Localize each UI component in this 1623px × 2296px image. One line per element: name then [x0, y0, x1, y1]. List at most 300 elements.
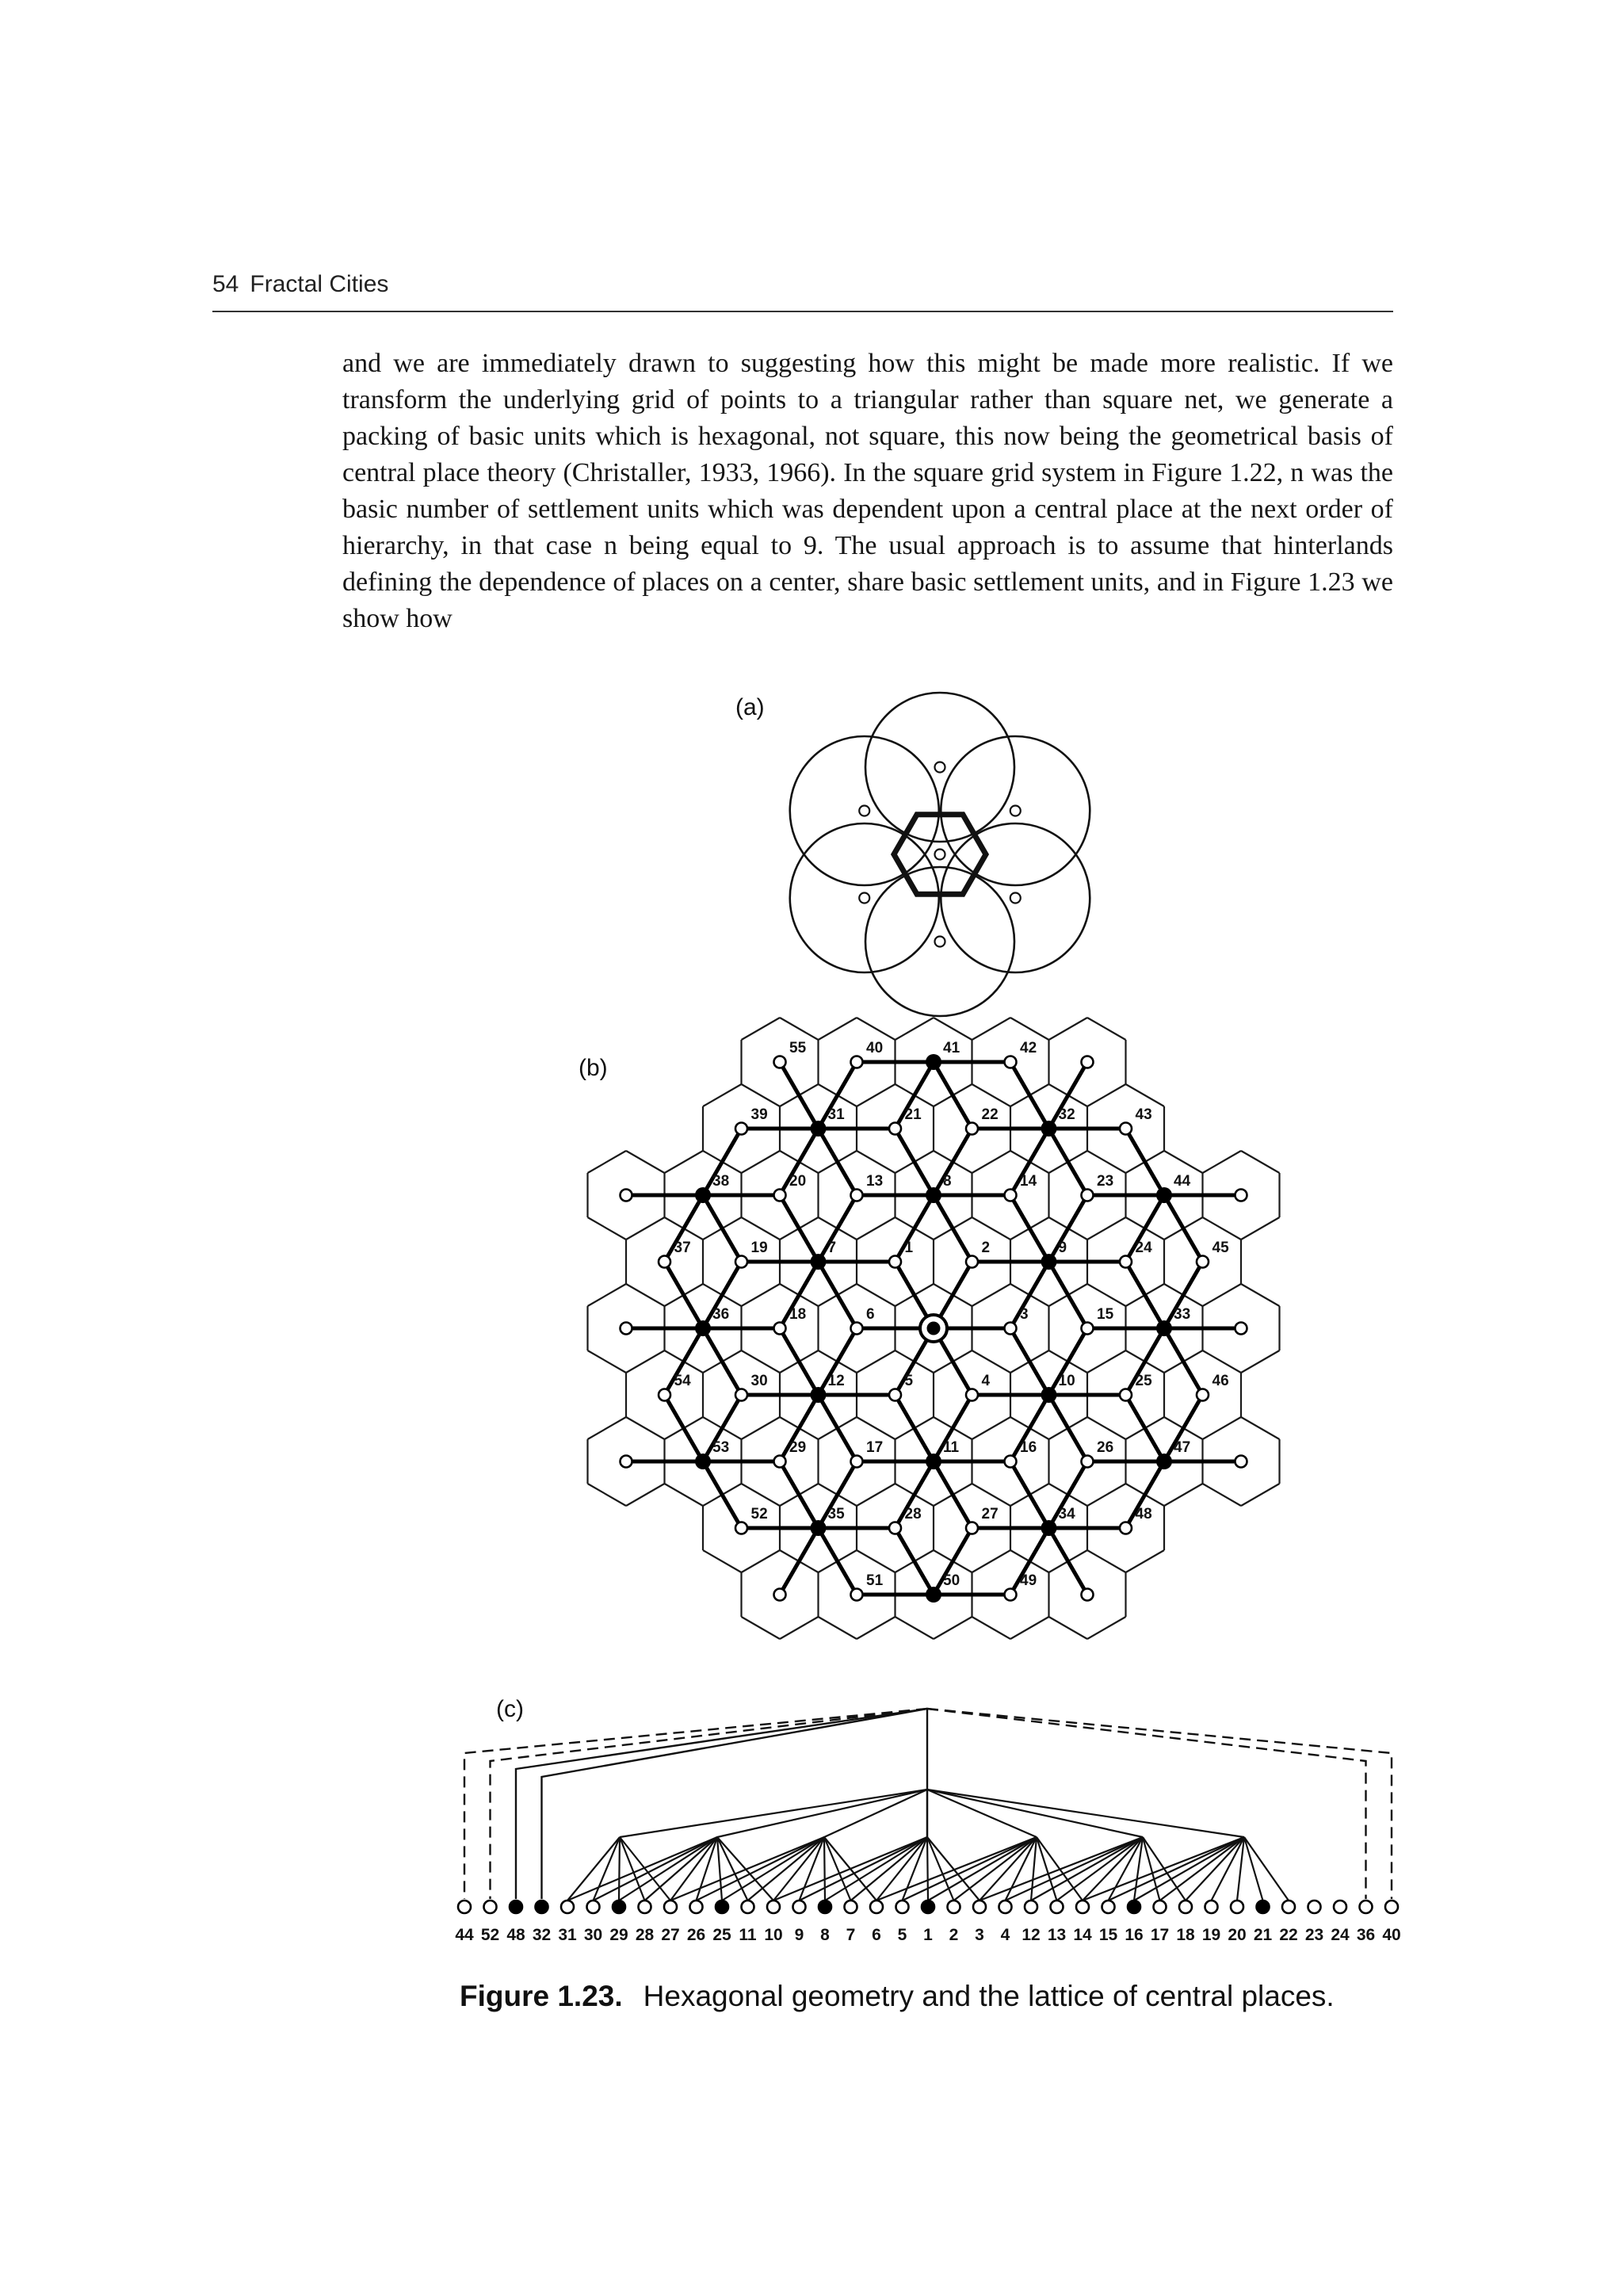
- lattice-node: [870, 1901, 883, 1913]
- dependence-link: [1126, 1262, 1165, 1328]
- hierarchy-link: [876, 1837, 1037, 1901]
- lattice-node-label: 40: [1382, 1926, 1401, 1944]
- lattice-node: [742, 1901, 754, 1913]
- higher-order-place: [1156, 1454, 1172, 1469]
- hierarchy-link: [927, 1790, 1037, 1837]
- lattice-node: [948, 1901, 960, 1913]
- hex-edge: [1203, 1284, 1242, 1306]
- lattice-node-label: 13: [1047, 1926, 1067, 1944]
- hierarchy-link: [620, 1790, 927, 1837]
- lattice-node-label: 24: [1331, 1926, 1350, 1944]
- lattice-label: 1: [904, 1240, 914, 1256]
- lattice-label: 50: [943, 1572, 960, 1589]
- settlement-node: [1004, 1456, 1016, 1468]
- settlement-node: [735, 1256, 747, 1268]
- hierarchy-link: [927, 1790, 1143, 1837]
- lattice-node: [561, 1901, 574, 1913]
- dependence-link: [1049, 1395, 1088, 1461]
- hex-edge: [972, 1018, 1011, 1040]
- lattice-label: 48: [1135, 1506, 1152, 1522]
- lattice-node-label: 32: [532, 1926, 552, 1944]
- settlement-node: [1120, 1256, 1132, 1268]
- lattice-label: 32: [1058, 1106, 1075, 1123]
- lattice-label: 9: [1058, 1240, 1067, 1256]
- higher-order-place: [695, 1320, 711, 1336]
- dependence-link: [934, 1195, 972, 1262]
- hex-edge: [1049, 1018, 1088, 1040]
- lattice-node-label: 4: [1000, 1926, 1010, 1944]
- lattice-node: [1154, 1901, 1167, 1913]
- lattice-node: [999, 1901, 1012, 1913]
- dependence-link: [703, 1328, 742, 1395]
- hex-edge: [972, 1151, 1011, 1173]
- hex-edge: [1241, 1484, 1280, 1506]
- settlement-node: [1004, 1323, 1016, 1335]
- hex-edge: [1241, 1350, 1280, 1373]
- lattice-label: 39: [750, 1106, 768, 1123]
- lattice-label: 18: [789, 1306, 807, 1323]
- lattice-label: 46: [1212, 1373, 1229, 1389]
- hex-edge: [1203, 1217, 1242, 1240]
- hex-edge: [742, 1550, 781, 1572]
- dependence-link: [1164, 1328, 1203, 1395]
- lattice-node-label: 28: [635, 1926, 655, 1944]
- hex-edge: [819, 1018, 857, 1040]
- hex-edge: [1087, 1217, 1126, 1240]
- hex-edge: [972, 1284, 1011, 1306]
- lattice-node: [1231, 1901, 1243, 1913]
- lattice-node: [1205, 1901, 1218, 1913]
- lattice-node-label: 10: [764, 1926, 783, 1944]
- lattice-label: 8: [943, 1173, 952, 1190]
- dependence-link: [1010, 1195, 1049, 1262]
- dependence-link: [934, 1129, 972, 1195]
- settlement-node: [774, 1456, 786, 1468]
- hex-edge: [1164, 1151, 1203, 1173]
- hex-edge: [857, 1617, 896, 1639]
- hierarchy-link: [825, 1837, 927, 1901]
- hex-edge: [857, 1284, 896, 1306]
- hex-edge: [1087, 1417, 1126, 1439]
- panel-b-label: (b): [579, 1055, 608, 1081]
- hierarchy-link: [927, 1837, 954, 1901]
- lattice-node: [484, 1901, 497, 1913]
- lattice-label: 26: [1097, 1439, 1114, 1456]
- settlement-node: [1004, 1190, 1016, 1201]
- higher-order-place: [811, 1254, 827, 1270]
- lattice-node-label: 29: [609, 1926, 628, 1944]
- hierarchy-link: [1244, 1837, 1289, 1901]
- lattice-label: 5: [904, 1373, 914, 1389]
- lattice-node-label: 23: [1304, 1926, 1324, 1944]
- hierarchy-link: [927, 1790, 1244, 1837]
- lattice-node: [1102, 1901, 1115, 1913]
- settlement-node: [1081, 1589, 1093, 1601]
- lattice-node: [1360, 1901, 1373, 1913]
- lattice-label: 49: [1020, 1572, 1037, 1589]
- hex-edge: [1087, 1350, 1126, 1373]
- hex-edge: [742, 1417, 781, 1439]
- dependence-link: [819, 1129, 857, 1195]
- hierarchy-link: [620, 1837, 670, 1901]
- settlement-node: [1081, 1323, 1093, 1335]
- settlement-node: [1120, 1522, 1132, 1534]
- hex-edge: [588, 1284, 627, 1306]
- hierarchy-link: [1237, 1837, 1244, 1901]
- lattice-node-label: 2: [949, 1926, 959, 1944]
- higher-order-place: [1041, 1254, 1056, 1270]
- hex-edge: [857, 1550, 896, 1572]
- higher-order-place: [1156, 1320, 1172, 1336]
- hierarchy-link: [1160, 1837, 1245, 1901]
- settlement-node: [966, 1256, 978, 1268]
- lattice-node: [845, 1901, 857, 1913]
- hierarchy-link: [1186, 1837, 1244, 1901]
- hex-edge: [742, 1151, 781, 1173]
- lattice-node: [664, 1901, 677, 1913]
- settlement-node: [1004, 1589, 1016, 1601]
- hex-edge: [857, 1350, 896, 1373]
- lattice-node-label: 25: [712, 1926, 731, 1944]
- settlement-node: [621, 1323, 632, 1335]
- place-node: [1010, 806, 1021, 816]
- hierarchy-link: [1083, 1837, 1244, 1901]
- hex-edge: [1164, 1484, 1203, 1506]
- lattice-node: [639, 1901, 651, 1913]
- settlement-node: [966, 1123, 978, 1135]
- lattice-label: 11: [943, 1439, 960, 1456]
- lattice-label: 22: [981, 1106, 999, 1123]
- hex-edge: [1203, 1484, 1242, 1506]
- settlement-node: [889, 1123, 901, 1135]
- settlement-node: [735, 1389, 747, 1401]
- hierarchy-link: [722, 1837, 824, 1901]
- place-node: [859, 893, 869, 904]
- lattice-node-label: 7: [846, 1926, 856, 1944]
- lattice-node: [613, 1901, 625, 1913]
- dependence-link: [819, 1395, 857, 1461]
- hex-edge: [626, 1217, 665, 1240]
- lattice-label: 14: [1020, 1173, 1037, 1190]
- hex-edge: [857, 1217, 896, 1240]
- lattice-labels: [674, 1040, 1230, 1589]
- hierarchy-link: [619, 1837, 717, 1901]
- dependence-link: [934, 1062, 972, 1129]
- lattice-node: [896, 1901, 909, 1913]
- settlement-node: [659, 1389, 670, 1401]
- lattice-label: 3: [1020, 1306, 1029, 1323]
- place-node: [935, 850, 945, 860]
- place-node: [1010, 893, 1021, 904]
- lattice-label: 7: [827, 1240, 837, 1256]
- lattice-node: [458, 1901, 471, 1913]
- hex-edge: [857, 1084, 896, 1106]
- hex-edge: [742, 1217, 781, 1240]
- lattice-node-label: 52: [480, 1926, 500, 1944]
- hierarchy-link: [980, 1837, 1143, 1901]
- lattice-label: 42: [1020, 1040, 1037, 1056]
- settlement-node: [851, 1323, 863, 1335]
- hex-edge: [1010, 1617, 1049, 1639]
- lattice-node: [1308, 1901, 1321, 1913]
- page-number: 54: [212, 271, 239, 297]
- settlement-node: [1081, 1456, 1093, 1468]
- lattice-node-label: 30: [583, 1926, 603, 1944]
- hex-edge: [1087, 1484, 1126, 1506]
- lattice-node: [767, 1901, 780, 1913]
- hex-edge: [665, 1151, 704, 1173]
- lattice-node: [973, 1901, 986, 1913]
- hex-edge: [1087, 1284, 1126, 1306]
- dependence-link: [665, 1395, 704, 1461]
- dependence-link: [1010, 1062, 1049, 1129]
- lattice-label: 35: [827, 1506, 845, 1522]
- higher-order-place: [811, 1387, 827, 1403]
- dependence-link: [780, 1461, 819, 1528]
- lattice-node: [536, 1901, 548, 1913]
- lattice-node: [1257, 1901, 1270, 1913]
- dependence-link: [665, 1262, 704, 1328]
- hierarchy-link: [927, 1837, 928, 1901]
- dependence-link: [934, 1461, 972, 1528]
- settlement-node: [889, 1256, 901, 1268]
- lattice-node: [1179, 1901, 1192, 1913]
- settlement-node: [1004, 1056, 1016, 1068]
- settlement-node: [659, 1256, 670, 1268]
- hex-edge: [1126, 1084, 1165, 1106]
- hex-edge: [1049, 1617, 1088, 1639]
- hex-edge: [588, 1217, 627, 1240]
- lattice-node: [716, 1901, 728, 1913]
- higher-order-place: [1041, 1520, 1056, 1536]
- hex-edge: [1241, 1417, 1280, 1439]
- higher-order-place: [811, 1121, 827, 1137]
- dependence-link: [896, 1129, 934, 1195]
- hex-edge: [972, 1350, 1011, 1373]
- lattice-node-label: 21: [1253, 1926, 1273, 1944]
- hex-edge: [819, 1617, 857, 1639]
- lattice-label: 20: [789, 1173, 807, 1190]
- lattice-node-label: 5: [897, 1926, 907, 1944]
- hex-edge: [626, 1350, 665, 1373]
- settlement-node: [774, 1190, 786, 1201]
- hex-edge: [742, 1484, 781, 1506]
- lattice-label: 4: [981, 1373, 991, 1389]
- lattice-label: 30: [750, 1373, 768, 1389]
- lattice-node-label: 36: [1356, 1926, 1376, 1944]
- dependence-link: [1049, 1195, 1088, 1262]
- settlement-node: [851, 1456, 863, 1468]
- hex-edge: [780, 1018, 819, 1040]
- hex-edge: [703, 1550, 742, 1572]
- lattice-label: 45: [1212, 1240, 1229, 1256]
- lattice-label: 17: [866, 1439, 884, 1456]
- dependence-link: [896, 1528, 934, 1595]
- settlement-node: [774, 1589, 786, 1601]
- higher-order-place: [926, 1587, 941, 1603]
- settlement-node: [1197, 1389, 1209, 1401]
- lattice-node-label: 6: [872, 1926, 881, 1944]
- lattice-label: 15: [1097, 1306, 1114, 1323]
- hex-edge: [1087, 1151, 1126, 1173]
- dependence-link: [1010, 1461, 1049, 1528]
- lattice-node-label: 19: [1201, 1926, 1221, 1944]
- hierarchy-link: [717, 1790, 927, 1837]
- lattice-node: [1025, 1901, 1037, 1913]
- lattice-node: [510, 1901, 522, 1913]
- hierarchy-link: [619, 1837, 620, 1901]
- higher-order-place: [695, 1187, 711, 1203]
- settlement-node: [735, 1123, 747, 1135]
- higher-order-place: [1156, 1187, 1172, 1203]
- lattice-node: [1282, 1901, 1295, 1913]
- hex-edge: [742, 1617, 781, 1639]
- central-place-core: [927, 1322, 941, 1335]
- hierarchy-link: [1244, 1837, 1263, 1901]
- higher-order-place: [926, 1054, 941, 1070]
- settlement-node: [621, 1190, 632, 1201]
- settlement-node: [735, 1522, 747, 1534]
- lattice-label: 6: [866, 1306, 875, 1323]
- hierarchy-link: [1006, 1837, 1144, 1901]
- hex-edge: [588, 1151, 627, 1173]
- place-node: [935, 762, 945, 773]
- hex-edge: [934, 1018, 972, 1040]
- lattice-label: 31: [827, 1106, 845, 1123]
- lattice-node-label: 22: [1279, 1926, 1298, 1944]
- settlement-node: [1235, 1190, 1247, 1201]
- hex-edge: [1087, 1084, 1126, 1106]
- lattice-label: 51: [866, 1572, 884, 1589]
- hex-edge: [742, 1350, 781, 1373]
- hex-edge: [588, 1350, 627, 1373]
- settlement-node: [774, 1056, 786, 1068]
- lattice-label: 34: [1058, 1506, 1075, 1522]
- hex-edge: [742, 1084, 781, 1106]
- hex-edge: [857, 1484, 896, 1506]
- lattice-node: [1051, 1901, 1064, 1913]
- lattice-node-label: 20: [1228, 1926, 1247, 1944]
- lattice-node-label: 44: [455, 1926, 474, 1944]
- lattice-node-label: 18: [1176, 1926, 1195, 1944]
- lattice-node-label: 11: [739, 1926, 757, 1944]
- lattice-label: 40: [866, 1040, 884, 1056]
- settlement-node: [1235, 1323, 1247, 1335]
- higher-order-place: [1041, 1121, 1056, 1137]
- settlement-node: [889, 1389, 901, 1401]
- hex-edge: [703, 1084, 742, 1106]
- dependence-link: [1049, 1129, 1088, 1195]
- hierarchy-link: [773, 1837, 927, 1901]
- hex-edge: [626, 1484, 665, 1506]
- lattice-label: 47: [1174, 1439, 1191, 1456]
- lattice-node: [1076, 1901, 1089, 1913]
- hex-edge: [626, 1151, 665, 1173]
- lattice-label: 28: [904, 1506, 922, 1522]
- lattice-label: 37: [674, 1240, 691, 1256]
- settlement-node: [621, 1456, 632, 1468]
- lattice-node-label: 26: [686, 1926, 706, 1944]
- panel-c-label: (c): [496, 1696, 524, 1722]
- lattice-label: 44: [1174, 1173, 1191, 1190]
- lattice-node-label: 9: [794, 1926, 804, 1944]
- lattice-node-label: 12: [1022, 1926, 1041, 1944]
- dependence-link: [703, 1195, 742, 1262]
- hex-edge: [665, 1484, 704, 1506]
- dependence-link: [896, 1195, 934, 1262]
- body-paragraph: and we are immediately drawn to suggesting how this might be made more realistic. If we transform the underlying grid of points to a triangular rather than square net, we generate a packing of basic units which is hexagonal, not square, this now being the geometrical basis of central place theory (Christaller, 1933, 1966). In the square grid system in Figure 1.22, n was the basic number of settlement units which was dependent upon a central place at the next order of hierarchy, in that case n being equal to 9. The usual approach is to assume that hinterlands defining the dependence of places on a center, share basic settlement units, and in Figure 1.23 we show how: [342, 349, 1393, 633]
- lattice-label: 19: [750, 1240, 768, 1256]
- lattice-node: [1128, 1901, 1140, 1913]
- lattice-label: 33: [1174, 1306, 1191, 1323]
- hex-edge: [780, 1617, 819, 1639]
- figure-caption: [460, 1980, 1411, 2013]
- higher-order-place: [926, 1454, 941, 1469]
- hierarchy-link: [824, 1837, 825, 1901]
- place-node: [859, 806, 869, 816]
- hex-edge: [1087, 1018, 1126, 1040]
- lattice-label: 43: [1135, 1106, 1152, 1123]
- lattice-label: 29: [789, 1439, 807, 1456]
- lattice-node-label: 31: [558, 1926, 577, 1944]
- hex-edge: [1087, 1617, 1126, 1639]
- hex-edge: [1241, 1217, 1280, 1240]
- dependence-link: [780, 1195, 819, 1262]
- dependence-link: [819, 1528, 857, 1595]
- hex-edge: [934, 1617, 972, 1639]
- lattice-node: [1334, 1901, 1346, 1913]
- dependence-link: [1049, 1262, 1088, 1328]
- hierarchy-link: [824, 1837, 851, 1901]
- caption-label: Figure 1.23.: [460, 1980, 623, 2012]
- caption-text: Hexagonal geometry and the lattice of central places.: [643, 1980, 1335, 2012]
- higher-order-place: [1041, 1387, 1056, 1403]
- hex-edge: [1126, 1550, 1165, 1572]
- lattice-node: [819, 1901, 831, 1913]
- settlement-node: [889, 1522, 901, 1534]
- hex-edge: [626, 1284, 665, 1306]
- settlement-node: [966, 1389, 978, 1401]
- settlement-node: [774, 1323, 786, 1335]
- lattice-node: [793, 1901, 806, 1913]
- dependence-link: [1126, 1129, 1165, 1195]
- dependence-link: [819, 1195, 857, 1262]
- hex-edge: [972, 1550, 1011, 1572]
- hex-edge: [1241, 1151, 1280, 1173]
- hex-edge: [896, 1018, 934, 1040]
- settlement-node: [1120, 1389, 1132, 1401]
- hex-edge: [1203, 1151, 1242, 1173]
- hierarchy-link: [903, 1837, 1037, 1901]
- lattice-label: 52: [750, 1506, 768, 1522]
- dependence-link: [780, 1528, 819, 1595]
- settlement-node: [1120, 1123, 1132, 1135]
- hex-edge: [742, 1018, 781, 1040]
- hex-edge: [626, 1417, 665, 1439]
- lattice-label: 27: [981, 1506, 999, 1522]
- hex-edge: [857, 1151, 896, 1173]
- hex-edge: [896, 1617, 934, 1639]
- settlement-node: [851, 1589, 863, 1601]
- lattice-node-label: 3: [975, 1926, 984, 1944]
- lattice-label: 10: [1058, 1373, 1075, 1389]
- settlement-node: [1197, 1256, 1209, 1268]
- lattice-node-label: 17: [1150, 1926, 1170, 1944]
- hex-edge: [1241, 1284, 1280, 1306]
- lattice-node-label: 27: [661, 1926, 680, 1944]
- hierarchy-link: [980, 1837, 1037, 1901]
- hex-edge: [972, 1217, 1011, 1240]
